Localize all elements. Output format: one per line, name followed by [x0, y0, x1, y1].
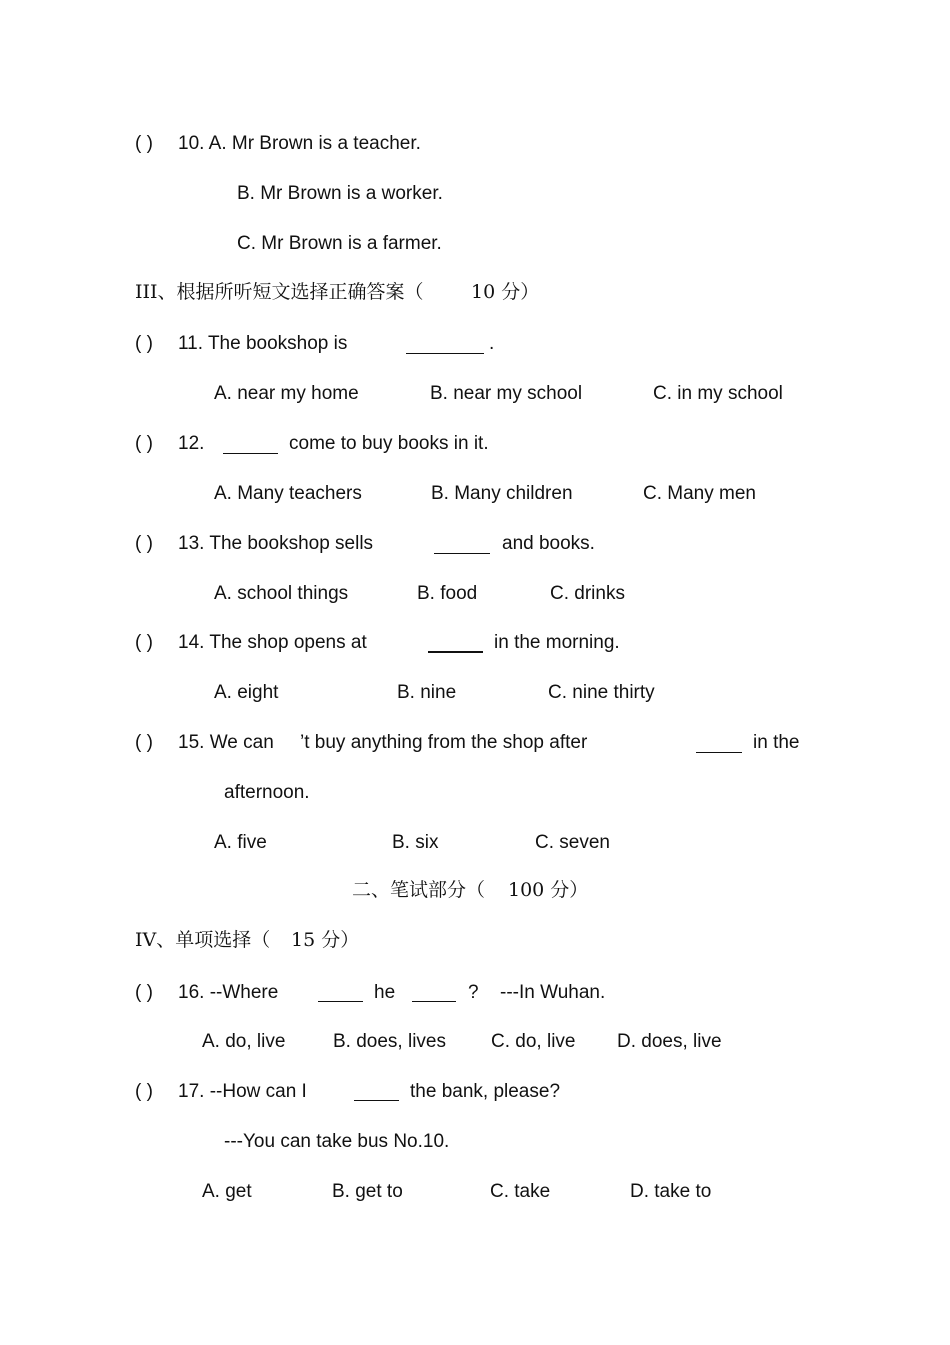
- question-14-option-a: A. eight: [214, 682, 279, 703]
- question-14-stem-end: in the morning.: [494, 632, 620, 653]
- question-16-option-c: C. do, live: [491, 1031, 576, 1052]
- question-16-answer: ---In Wuhan.: [500, 982, 606, 1003]
- question-11-option-b: B. near my school: [430, 383, 583, 404]
- question-15-stem-wrap: afternoon.: [224, 782, 310, 803]
- question-14-option-c: C. nine thirty: [548, 682, 655, 703]
- question-17-option-b: B. get to: [332, 1181, 403, 1202]
- question-16-option-b: B. does, lives: [333, 1031, 446, 1052]
- question-15-stem-end: in the: [753, 732, 800, 753]
- answer-parentheses: ( ): [135, 133, 153, 154]
- question-13-stem: 13. The bookshop sells: [178, 533, 374, 554]
- question-17-stem-end: the bank, please?: [410, 1081, 561, 1102]
- answer-parentheses: ( ): [135, 632, 153, 653]
- question-16-stem-mid: he: [374, 982, 396, 1003]
- question-11-option-c: C. in my school: [653, 383, 783, 404]
- answer-parentheses: ( ): [135, 982, 153, 1003]
- question-15-option-b: B. six: [392, 832, 439, 853]
- answer-blank: [318, 1001, 363, 1002]
- answer-blank: [412, 1001, 456, 1002]
- question-15-option-c: C. seven: [535, 832, 610, 853]
- answer-parentheses: ( ): [135, 433, 153, 454]
- answer-blank: [406, 353, 484, 354]
- question-15-stem-cont: ’t buy anything from the shop after: [300, 732, 588, 753]
- answer-parentheses: ( ): [135, 333, 153, 354]
- answer-blank: [696, 752, 742, 753]
- question-13-stem-end: and books.: [502, 533, 595, 554]
- question-12-option-b: B. Many children: [431, 483, 573, 504]
- question-13-option-a: A. school things: [214, 583, 349, 604]
- question-16-stem: 16. --Where: [178, 982, 279, 1003]
- question-11-stem: 11. The bookshop is: [178, 333, 348, 354]
- answer-blank: [434, 553, 490, 554]
- question-16-option-d: D. does, live: [617, 1031, 722, 1052]
- question-17-option-a: A. get: [202, 1181, 252, 1202]
- question-12-option-a: A. Many teachers: [214, 483, 362, 504]
- question-17-option-c: C. take: [490, 1181, 551, 1202]
- question-14-option-b: B. nine: [397, 682, 457, 703]
- answer-blank: [223, 453, 278, 454]
- question-16-option-a: A. do, live: [202, 1031, 286, 1052]
- section-4-heading: IV、单项选择（: [135, 929, 271, 951]
- answer-parentheses: ( ): [135, 533, 153, 554]
- question-15-option-a: A. five: [214, 832, 267, 853]
- answer-parentheses: ( ): [135, 732, 153, 753]
- question-10-stem: 10. A. Mr Brown is a teacher.: [178, 133, 421, 154]
- question-17-reply: ---You can take bus No.10.: [224, 1131, 450, 1152]
- question-13-option-c: C. drinks: [550, 583, 625, 604]
- section-3-heading: III、根据所听短文选择正确答案（: [135, 281, 424, 303]
- question-11-option-a: A. near my home: [214, 383, 359, 404]
- part-2-score: 100 分）: [508, 879, 589, 901]
- question-12-stem-end: come to buy books in it.: [289, 433, 489, 454]
- question-10-option-c: C. Mr Brown is a farmer.: [237, 233, 442, 254]
- question-11-period: .: [489, 333, 495, 354]
- question-15-stem: 15. We can: [178, 732, 274, 753]
- question-12-option-c: C. Many men: [643, 483, 756, 504]
- question-16-question-mark: ?: [468, 982, 479, 1003]
- question-12-stem: 12.: [178, 433, 205, 454]
- answer-blank: [354, 1100, 399, 1101]
- answer-blank: [428, 651, 483, 653]
- question-13-option-b: B. food: [417, 583, 478, 604]
- part-2-heading: 二、笔试部分（: [352, 879, 486, 901]
- question-10-option-b: B. Mr Brown is a worker.: [237, 183, 443, 204]
- question-14-stem: 14. The shop opens at: [178, 632, 367, 653]
- answer-parentheses: ( ): [135, 1081, 153, 1102]
- question-17-stem: 17. --How can I: [178, 1081, 307, 1102]
- section-4-score: 15 分）: [291, 929, 360, 951]
- question-17-option-d: D. take to: [630, 1181, 712, 1202]
- section-3-score: 10 分）: [471, 281, 540, 303]
